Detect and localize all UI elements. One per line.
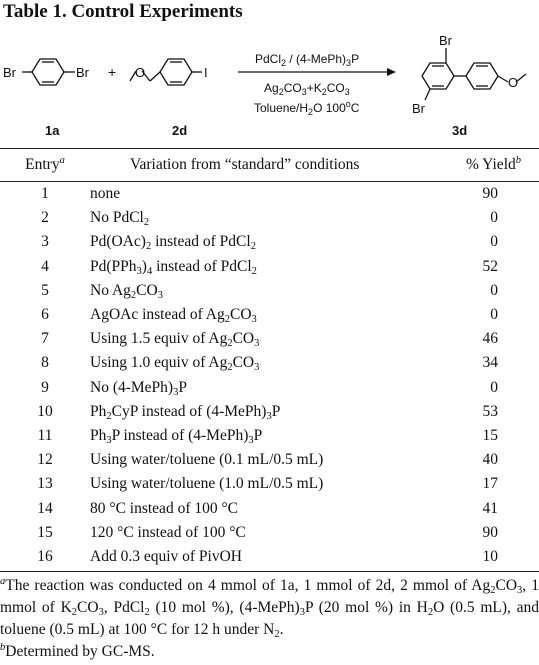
cell-variation: 80 °C instead of 100 °C	[90, 499, 239, 517]
cell-yield: 0	[490, 209, 498, 227]
table-row	[0, 424, 539, 448]
cell-yield: 90	[482, 185, 498, 202]
reactant-1a-left-br: Br	[3, 65, 16, 80]
footnote-a-text: The reaction was conducted on 4 mmol of 1a, 1 mmol of 2d, 2 mmol of $Ag_2CO_3$, 1 mmol of $K_2CO_3$, PdCl$_2$ (10 mol %), $(4-MePh)_3P$ (20 mol %) in $H_2O$ (0.5 mL), and toluene (0.5 mL) at 100 °C for 12 h under $N_2$.	[0, 577, 539, 640]
cell-entry: 16	[37, 548, 53, 566]
compound-label-2d: 2d	[172, 123, 188, 138]
cell-entry: 2	[41, 209, 49, 227]
cell-variation: $Ph_2CyP$ instead of $(4-MePh)_3P$	[90, 402, 281, 422]
product-bottom-br: Br	[412, 101, 425, 116]
table-footnotes	[0, 575, 539, 663]
product-3d-structure	[422, 48, 526, 100]
cell-variation: No $(4-MePh)_3P$	[90, 378, 187, 398]
table-row	[0, 448, 539, 472]
cell-variation: $Ph_3P$ instead of $(4-MePh)_3P$	[90, 427, 263, 447]
cell-variation: Using water/toluene (1.0 mL/0.5 mL)	[90, 475, 324, 493]
table-row	[0, 521, 539, 545]
condition-solvent: Toluene/$H_2O$ 100$^o$C	[254, 99, 360, 117]
table-row	[0, 206, 539, 230]
cell-yield: 17	[482, 475, 498, 493]
cell-variation: No $Ag_2CO_3$	[90, 281, 163, 301]
compound-label-3d: 3d	[452, 123, 468, 138]
cell-yield: 15	[482, 427, 498, 445]
header-variation: Variation from “standard” conditions	[130, 156, 360, 173]
cell-yield: 53	[482, 402, 498, 420]
cell-entry: 9	[41, 378, 49, 396]
reactant-1a-right-br: Br	[76, 65, 89, 80]
header-entry: Entry$^a$	[25, 155, 65, 173]
methoxy-o-3d: O	[508, 75, 519, 90]
table-row	[0, 472, 539, 496]
table-row	[0, 255, 539, 279]
cell-variation: $Pd(OAc)_2$ instead of PdCl$_2$	[90, 233, 256, 253]
condition-catalyst: PdCl$_2$ / $(4-MePh)_3P$	[255, 52, 360, 68]
table-row	[0, 279, 539, 303]
cell-yield: 0	[490, 306, 498, 324]
cell-entry: 1	[41, 185, 49, 202]
table-row	[0, 400, 539, 424]
condition-base: $Ag_2CO_3+K_2CO_3$	[264, 81, 350, 97]
table-row	[0, 230, 539, 254]
table-row	[0, 545, 539, 569]
cell-entry: 7	[41, 330, 49, 348]
cell-yield: 0	[490, 378, 498, 396]
table-row	[0, 376, 539, 400]
control-experiments-table	[0, 148, 539, 569]
cell-variation: none	[90, 185, 121, 202]
cell-yield: 34	[482, 354, 498, 372]
cell-yield: 0	[490, 281, 498, 299]
cell-yield: 90	[482, 523, 498, 541]
cell-entry: 13	[37, 475, 53, 493]
compound-label-1a: 1a	[45, 123, 60, 138]
cell-entry: 14	[37, 499, 53, 517]
cell-yield: 46	[482, 330, 498, 348]
cell-entry: 5	[41, 281, 49, 299]
product-top-br: Br	[439, 33, 452, 48]
cell-entry: 11	[37, 427, 53, 445]
cell-yield: 10	[482, 548, 498, 566]
table-row	[0, 303, 539, 327]
cell-entry: 10	[37, 402, 53, 420]
cell-yield: 52	[482, 257, 498, 275]
cell-entry: 4	[41, 257, 49, 275]
reactant-1a-structure	[22, 59, 75, 85]
cell-variation: Using 1.0 equiv of $Ag_2CO_3$	[90, 354, 260, 374]
table-row	[0, 182, 539, 206]
cell-yield: 0	[490, 233, 498, 251]
cell-yield: 40	[482, 451, 498, 469]
header-yield: % Yield$^b$	[465, 155, 521, 173]
table-row	[0, 327, 539, 351]
footnote-b: $^b$Determined by GC-MS.	[0, 642, 155, 660]
cell-variation: AgOAc instead of $Ag_2CO_3$	[90, 306, 257, 326]
table-row	[0, 497, 539, 521]
cell-entry: 15	[37, 523, 53, 541]
cell-variation: $Pd(PPh_3)_4$ instead of PdCl$_2$	[90, 257, 257, 277]
plus-sign: +	[108, 64, 117, 80]
methoxy-o-2d: O	[135, 65, 146, 80]
cell-variation: Add 0.3 equiv of PivOH	[90, 548, 242, 566]
cell-entry: 12	[37, 451, 53, 469]
cell-variation: Using 1.5 equiv of $Ag_2CO_3$	[90, 330, 260, 350]
table-header-row	[0, 148, 539, 182]
table-title: Table 1. Control Experiments	[3, 1, 243, 22]
table-bottom-rule	[0, 571, 539, 572]
cell-entry: 8	[41, 354, 49, 372]
arrow-head	[387, 68, 396, 76]
cell-yield: 41	[482, 499, 498, 517]
cell-entry: 6	[41, 306, 49, 324]
reactant-2d-iodine: I	[204, 65, 208, 80]
table-row	[0, 351, 539, 375]
cell-variation: 120 °C instead of 100 °C	[90, 523, 246, 541]
cell-variation: Using water/toluene (0.1 mL/0.5 mL)	[90, 451, 324, 469]
cell-variation: No PdCl$_2$	[90, 209, 150, 229]
cell-entry: 3	[41, 233, 49, 251]
footnote-a: $^a$The reaction was conducted on 4 mmol of 1a, 1 mmol of 2d, 2 mmol of $Ag_2CO_3$, 1 mmol of $K_2CO_3$, PdCl$_2$ (10 mol %), $(4-MePh)_3P$ (20 mol %) in $H_2O$ (0.5 mL), and toluene (0.5 mL) at 100 °C for 12 h under $N_2$.	[0, 576, 539, 640]
